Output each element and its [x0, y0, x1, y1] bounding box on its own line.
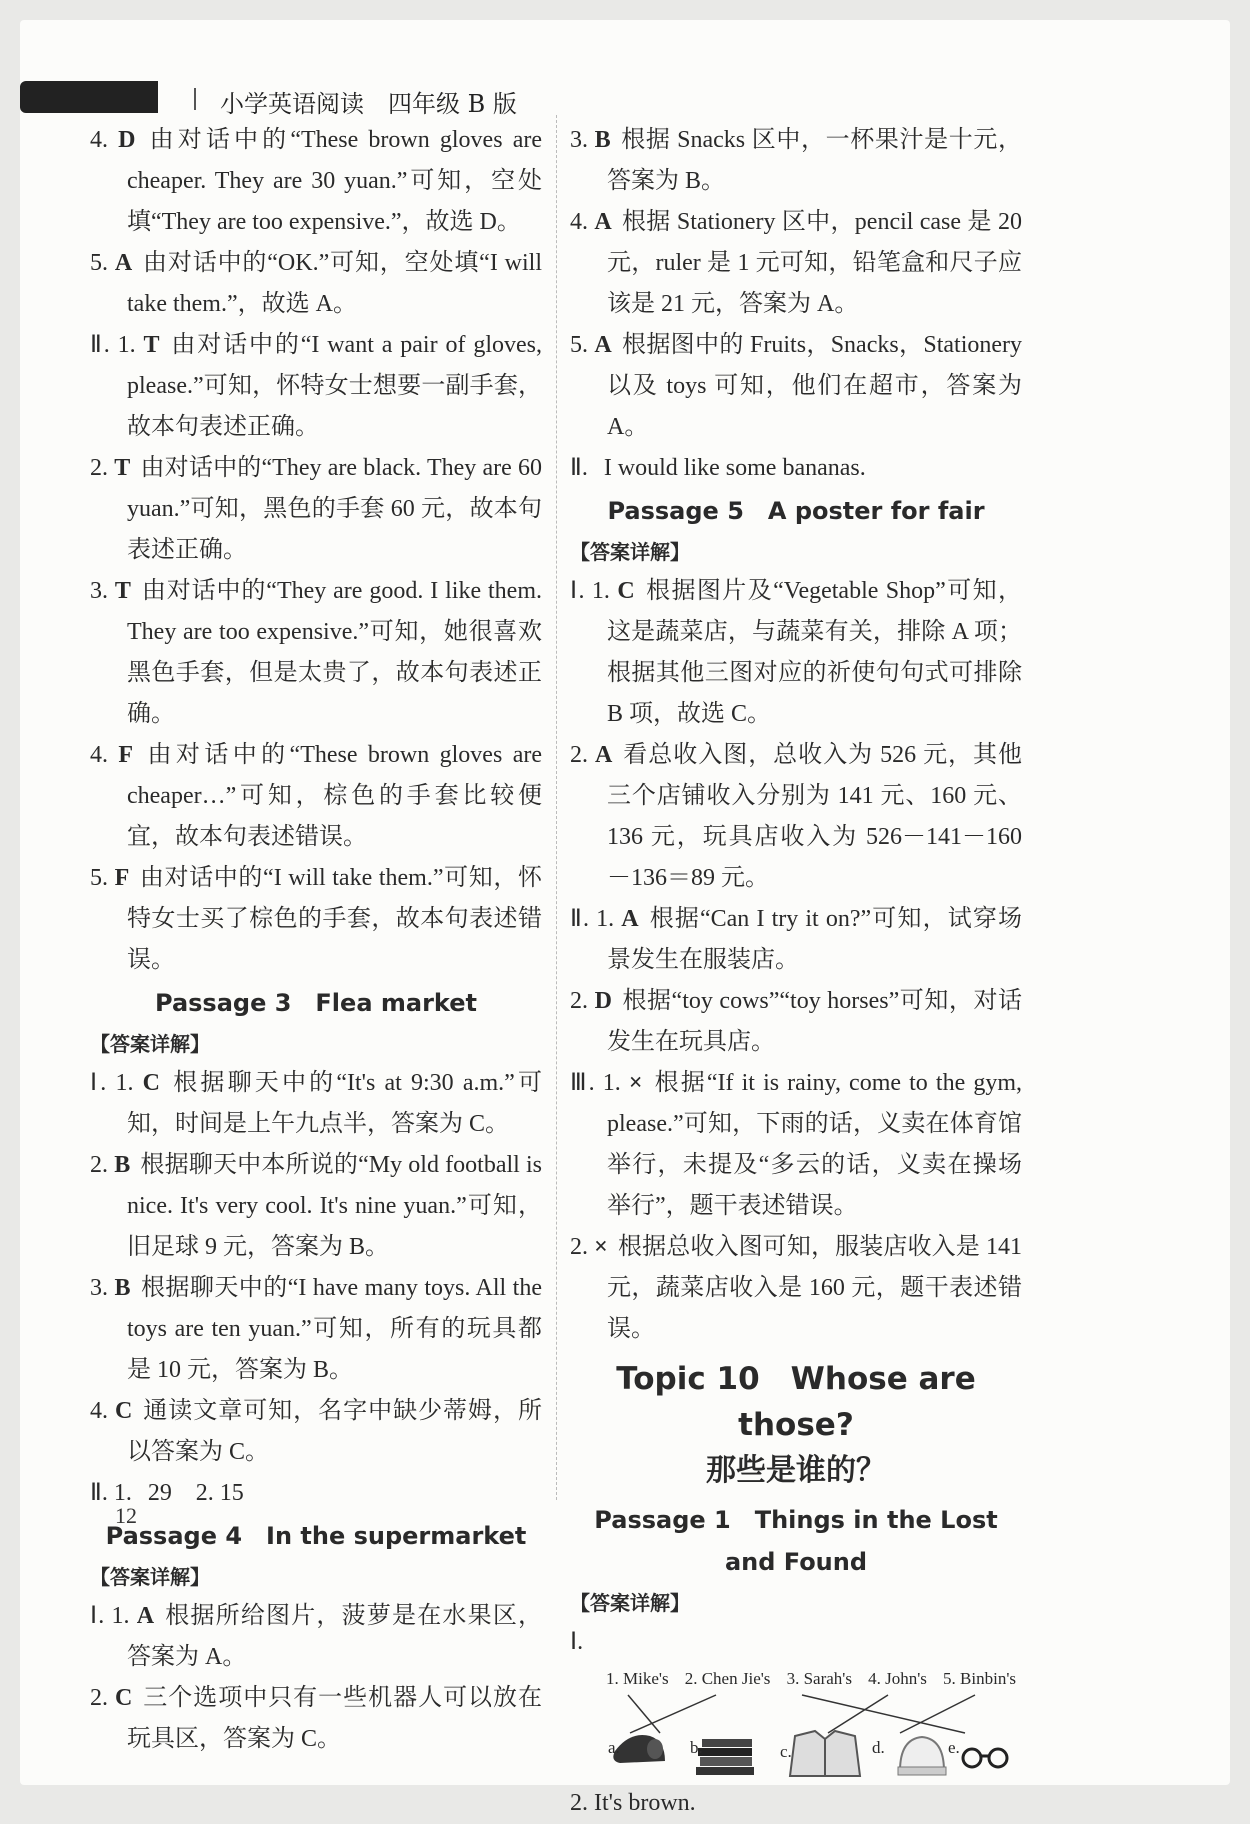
match-letter-e: e.: [948, 1738, 960, 1757]
answer-item: [90, 858, 542, 981]
answer-item: [90, 1473, 542, 1514]
item-number: 3.: [90, 1275, 108, 1301]
match-letter-a: a.: [608, 1738, 620, 1757]
item-explanation: 根据图中的 Fruits，Snacks，Stationery 以及 toys 可知，他们在超市，答案为 A。: [607, 332, 1023, 440]
answer-item: [570, 120, 1022, 202]
item-number: Ⅱ.: [570, 455, 588, 481]
answer-item: [90, 325, 542, 448]
item-answer: T: [143, 332, 160, 358]
match-name: 5. Binbin's: [943, 1669, 1016, 1688]
item-answer: B: [114, 1275, 131, 1301]
header-title: 小学英语阅读 四年级 B 版: [220, 90, 517, 118]
item-answer: A: [621, 906, 639, 932]
item-answer: A: [594, 742, 613, 768]
item-explanation: 根据 Stationery 区中，pencil case 是 20 元，ruler 是 1 元可知，铅笔盒和尺子应该是 21 元，答案为 A。: [607, 209, 1022, 317]
item-answer: B: [594, 127, 611, 153]
topic-last-line: 2. It's brown.: [570, 1790, 696, 1816]
answer-item: [90, 1063, 542, 1145]
match-pictures: [570, 1691, 1022, 1783]
item-answer: A: [594, 209, 612, 235]
item-explanation: 根据“Can I try it on?”可知，试穿场景发生在服装店。: [607, 906, 1022, 973]
item-explanation: 看总收入图，总收入为 526 元，其他三个店铺收入分别为 141 元、160 元、136 元，玩具店收入为 526－141－160－136＝89 元。: [607, 742, 1023, 891]
item-explanation: 通读文章可知，名字中缺少蒂姆，所以答案为 C。: [127, 1398, 543, 1465]
item-answer: A: [594, 332, 612, 358]
item-number: 5.: [570, 332, 588, 358]
answer-item: [570, 448, 1022, 489]
item-number: 5.: [90, 250, 108, 276]
item-number: 2.: [90, 455, 108, 481]
item-explanation: 根据 Snacks 区中，一杯果汁是十元，答案为 B。: [607, 127, 1022, 194]
item-answer: D: [118, 127, 136, 153]
item-explanation: 根据所给图片，菠萝是在水果区，答案为 A。: [127, 1603, 543, 1670]
item-explanation: 根据聊天中的“It's at 9:30 a.m.”可知，时间是上午九点半，答案为 C。: [127, 1070, 543, 1137]
match-line: [630, 1695, 716, 1733]
item-number: Ⅱ. 1.: [570, 906, 615, 932]
item-number: 3.: [570, 127, 588, 153]
match-name: 2. Chen Jie's: [684, 1669, 771, 1688]
item-number: 2.: [570, 988, 588, 1014]
answer-item: [90, 448, 542, 571]
passage5-tag: 【答案详解】: [570, 540, 690, 564]
item-answer: D: [594, 988, 612, 1014]
item-explanation: 三个选项中只有一些机器人可以放在玩具区，答案为 C。: [127, 1685, 543, 1752]
item-answer: C: [142, 1070, 161, 1096]
right-column: [570, 120, 1022, 1824]
topic-passage1-title-2: and Found: [724, 1548, 868, 1576]
item-explanation: 由对话中的“I want a pair of gloves, please.”可知，怀特女士想要一副手套，故本句表述正确。: [127, 332, 542, 440]
item-answer: C: [114, 1685, 133, 1711]
item-number: Ⅱ. 1.: [90, 332, 136, 358]
match-names: [570, 1667, 1022, 1691]
topic-tag: 【答案详解】: [570, 1591, 690, 1615]
match-name: 1. Mike's: [606, 1669, 669, 1688]
answer-item: [90, 735, 542, 858]
topic-passage1-title-1: Passage 1 Things in the Lost: [594, 1506, 998, 1534]
answer-item: [570, 1063, 1022, 1227]
item-explanation: 由对话中的“OK.”可知，空处填“I will take them.”，故选 A。: [127, 250, 543, 317]
passage4-title: Passage 4 In the supermarket: [105, 1522, 527, 1550]
answer-item: [570, 981, 1022, 1063]
item-explanation: 根据聊天中的“I have many toys. All the toys are ten yuan.”可知，所有的玩具都是 10 元，答案为 B。: [127, 1275, 542, 1383]
answer-item: [570, 571, 1022, 735]
books-icon: [696, 1739, 754, 1775]
answer-item: [90, 1391, 542, 1473]
shoe-icon: [613, 1735, 665, 1763]
passage3-title: Passage 3 Flea market: [155, 989, 477, 1017]
header-black-tab: [20, 81, 158, 113]
item-explanation: 根据“If it is rainy, come to the gym, please.”可知，下雨的话，义卖在体育馆举行，未提及“多云的话，义卖在操场举行”，题干表述错误。: [607, 1070, 1022, 1219]
item-answer: A: [114, 250, 133, 276]
item-answer: A: [136, 1603, 155, 1629]
page-number: 12: [115, 1503, 137, 1528]
match-name: 4. John's: [868, 1669, 927, 1688]
item-number: 5.: [90, 865, 108, 891]
item-number: 4.: [570, 209, 588, 235]
match-letter-d: d.: [872, 1738, 885, 1757]
answer-item: [90, 571, 542, 735]
item-explanation: 根据聊天中本所说的“My old football is nice. It's very cool. It's nine yuan.”可知，旧足球 9 元，答案为 B。: [127, 1152, 543, 1260]
item-explanation: 根据“toy cows”“toy horses”可知，对话发生在玩具店。: [607, 988, 1023, 1055]
item-answer: C: [114, 1398, 133, 1424]
item-answer: B: [114, 1152, 131, 1178]
topic-title: Topic 10 Whose are those?: [616, 1361, 976, 1443]
answer-item: [570, 735, 1022, 899]
match-letter-b: b.: [690, 1738, 703, 1757]
column-divider: [556, 115, 557, 1500]
item-number: Ⅱ. 1.: [90, 1480, 132, 1506]
item-number: Ⅰ. 1.: [90, 1070, 134, 1096]
item-answer: T: [114, 578, 131, 604]
item-explanation: 由对话中的“These brown gloves are cheaper…”可知，棕色的手套比较便宜，故本句表述错误。: [127, 742, 543, 850]
item-explanation: I would like some bananas.: [603, 455, 866, 481]
item-number: 2.: [90, 1152, 108, 1178]
answer-item: [90, 120, 542, 243]
item-number: Ⅲ. 1.: [570, 1070, 621, 1096]
item-explanation: 由对话中的“These brown gloves are cheaper. They are 30 yuan.”可知，空处填“They are too expensive.”，故选 D。: [127, 127, 542, 235]
answer-item: [90, 1268, 542, 1391]
match-letter-c: c.: [780, 1742, 792, 1761]
item-number: 4.: [90, 742, 108, 768]
item-explanation: 29 2. 15: [147, 1480, 244, 1506]
item-explanation: 由对话中的“They are good. I like them. They are too expensive.”可知，她很喜欢黑色手套，但是太贵了，故本句表述正确。: [127, 578, 543, 727]
answer-item: [90, 243, 542, 325]
item-number: Ⅰ. 1.: [90, 1603, 130, 1629]
item-answer: C: [617, 578, 635, 604]
item-answer: F: [118, 742, 134, 768]
item-answer: F: [114, 865, 130, 891]
topic-section1: Ⅰ.: [570, 1629, 584, 1655]
answer-item: [90, 1678, 542, 1760]
answer-item: [570, 1227, 1022, 1350]
item-number: 3.: [90, 578, 108, 604]
header-separator: [194, 88, 196, 110]
item-answer: ×: [628, 1070, 643, 1096]
passage4-tag: 【答案详解】: [90, 1565, 210, 1589]
item-explanation: 根据总收入图可知，服装店收入是 141 元，蔬菜店收入是 160 元，题干表述错误。: [607, 1234, 1023, 1342]
passage5-title: Passage 5 A poster for fair: [607, 497, 985, 525]
item-explanation: 由对话中的“I will take them.”可知，怀特女士买了棕色的手套，故本句表述错误。: [127, 865, 543, 973]
answer-item: [570, 325, 1022, 448]
item-number: Ⅰ. 1.: [570, 578, 610, 604]
answer-item: [90, 1145, 542, 1268]
item-answer: ×: [594, 1234, 608, 1260]
answer-item: [90, 1596, 542, 1678]
topic-title-cn: 那些是谁的？: [706, 1453, 886, 1488]
glasses-icon: [963, 1749, 1007, 1767]
item-number: 2.: [570, 742, 588, 768]
passage3-tag: 【答案详解】: [90, 1032, 210, 1056]
item-answer: T: [114, 455, 131, 481]
item-explanation: 根据图片及“Vegetable Shop”可知，这是蔬菜店，与蔬菜有关，排除 A 项；根据其他三图对应的祈使句句式可排除 B 项，故选 C。: [607, 578, 1023, 727]
jacket-icon: [790, 1731, 860, 1776]
answer-item: [570, 202, 1022, 325]
left-column: [90, 120, 542, 1760]
item-explanation: 由对话中的“They are black. They are 60 yuan.”可知，黑色的手套 60 元，故本句表述正确。: [127, 455, 542, 563]
item-number: 2.: [570, 1234, 588, 1260]
item-number: 2.: [90, 1685, 108, 1711]
item-number: 4.: [90, 1398, 108, 1424]
match-name: 3. Sarah's: [786, 1669, 852, 1688]
item-number: 4.: [90, 127, 108, 153]
answer-item: [570, 899, 1022, 981]
hat-icon: [898, 1737, 946, 1775]
